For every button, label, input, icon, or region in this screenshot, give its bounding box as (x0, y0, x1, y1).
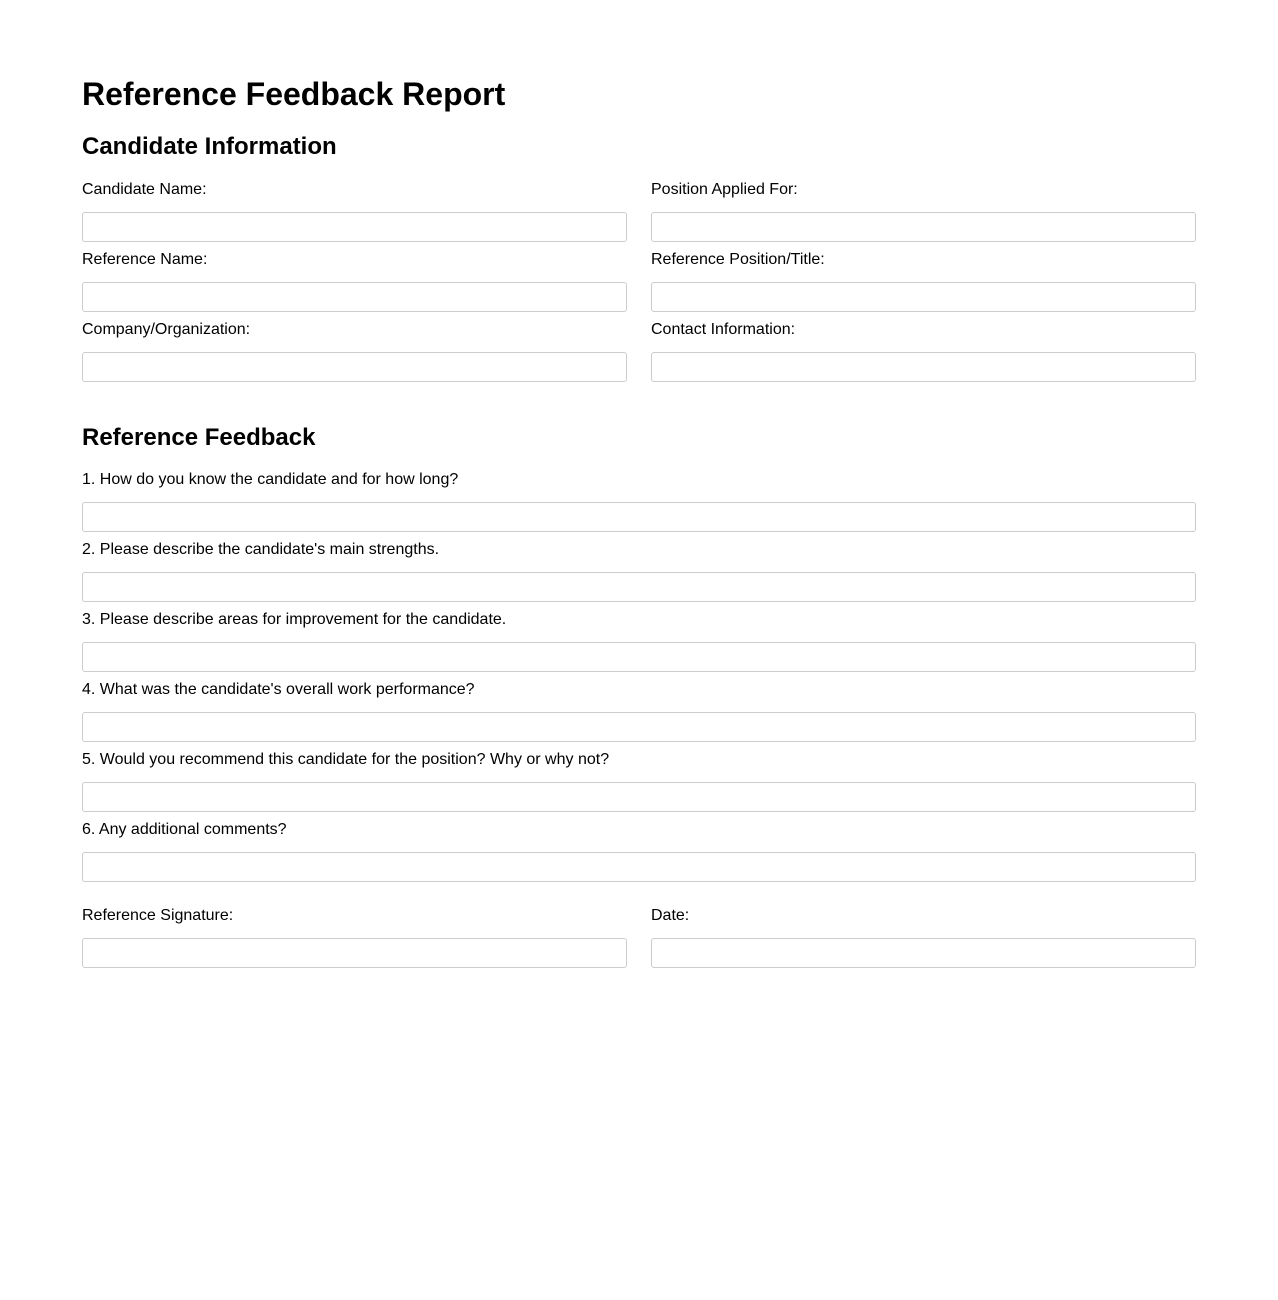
question-input-2[interactable] (82, 572, 1196, 602)
reference-name-group (82, 250, 627, 312)
reference-position-input[interactable] (651, 282, 1196, 312)
contact-input[interactable] (651, 352, 1196, 382)
signature-input[interactable] (82, 938, 627, 968)
question-label-2: 2. Please describe the candidate's main strengths. (82, 541, 440, 558)
question-group-4 (82, 680, 1196, 742)
reference-name-input[interactable] (82, 282, 627, 312)
question-group-6 (82, 820, 1196, 882)
question-label-3: 3. Please describe areas for improvement for the candidate. (82, 611, 507, 628)
question-group-5 (82, 750, 1196, 812)
signature-group (82, 906, 627, 968)
reference-position-group (651, 250, 1196, 312)
reference-position-label: Reference Position/Title: (651, 251, 825, 268)
reference-name-label: Reference Name: (82, 251, 208, 268)
question-input-3[interactable] (82, 642, 1196, 672)
reference-feedback-heading: Reference Feedback (82, 424, 316, 451)
question-label-5: 5. Would you recommend this candidate for the position? Why or why not? (82, 751, 610, 768)
signature-label: Reference Signature: (82, 907, 234, 924)
question-input-4[interactable] (82, 712, 1196, 742)
company-input[interactable] (82, 352, 627, 382)
date-input[interactable] (651, 938, 1196, 968)
page-title: Reference Feedback Report (82, 76, 506, 112)
position-applied-label: Position Applied For: (651, 181, 798, 198)
candidate-name-input[interactable] (82, 212, 627, 242)
question-group-2 (82, 540, 1196, 602)
candidate-name-label: Candidate Name: (82, 181, 207, 198)
contact-group (651, 320, 1196, 382)
position-applied-input[interactable] (651, 212, 1196, 242)
question-input-5[interactable] (82, 782, 1196, 812)
date-group (651, 906, 1196, 968)
date-label: Date: (651, 907, 690, 924)
company-group (82, 320, 627, 382)
question-input-1[interactable] (82, 502, 1196, 532)
question-label-6: 6. Any additional comments? (82, 821, 287, 838)
position-applied-group (651, 180, 1196, 242)
question-group-1 (82, 470, 1196, 532)
question-group-3 (82, 610, 1196, 672)
question-label-4: 4. What was the candidate's overall work performance? (82, 681, 475, 698)
company-label: Company/Organization: (82, 321, 251, 338)
question-label-1: 1. How do you know the candidate and for how long? (82, 471, 459, 488)
candidate-name-group (82, 180, 627, 242)
contact-label: Contact Information: (651, 321, 796, 338)
question-input-6[interactable] (82, 852, 1196, 882)
candidate-information-heading: Candidate Information (82, 133, 337, 160)
